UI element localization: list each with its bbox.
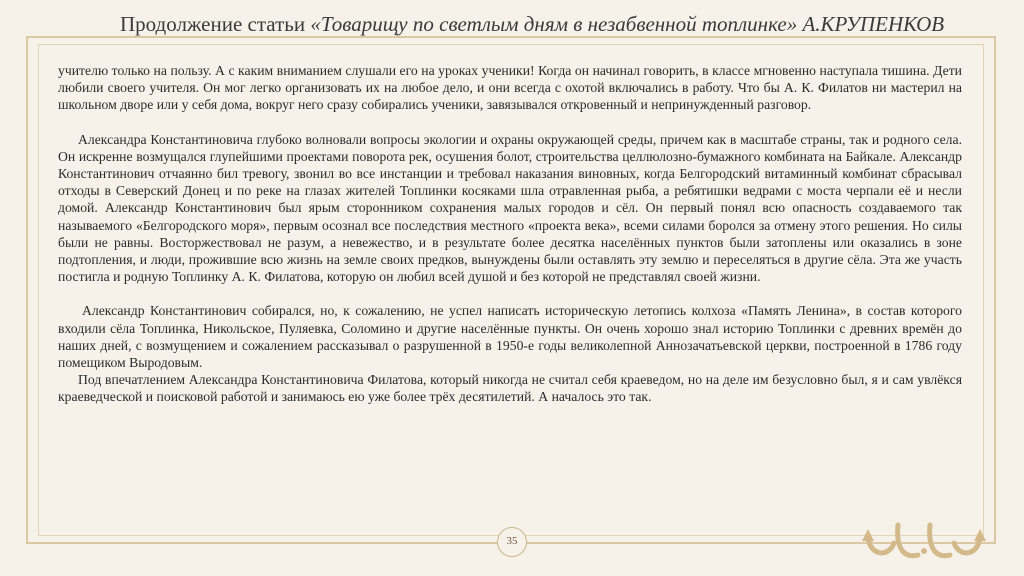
title-intro: Продолжение статьи	[120, 12, 306, 36]
decorative-scroll-arrows-icon	[862, 515, 986, 563]
page-number: 35	[506, 535, 518, 547]
title-article-name: «Товарищу по светлым дням в незабвенной топлинке»	[310, 12, 798, 36]
page-number-badge	[497, 527, 527, 557]
paragraph-3: Александр Константинович собирался, но, к сожалению, не успел написать историческую летопись колхоза «Память Ленина», в состав которого входили сёла Топлинка, Никольское, Пуляевка, Соломино и другие населённые пункты. Он очень хорошо знал историю Топлинки с древних времён до наших дней, с возмущением и сожалением рассказывал о разрушенной в 1950-е годы великолепной Аннозачатьевской церкви, построенной в 1786 году помещиком Выродовым.	[58, 303, 962, 371]
paragraph-1: учителю только на пользу. А с каким вниманием слушали его на уроках ученики! Когда он начинал говорить, в классе мгновенно наступала тишина. Дети любили своего учителя. Он мог легко организовать их на любое дело, и они всегда с охотой включались в работу. Что бы А. К. Филатов ни мастерил на школьном дворе или у себя дома, вокруг него сразу собирались ученики, завязывался откровенный и непринужденный разговор.	[58, 63, 962, 113]
page-title	[120, 12, 1000, 36]
article-body	[58, 62, 962, 502]
title-author: А.КРУПЕНКОВ	[802, 12, 945, 36]
paragraph-2: Александра Константиновича глубоко волновали вопросы экологии и охраны окружающей среды, причем как в масштабе страны, так и родного села. Он искренне возмущался глупейшими проектами поворота рек, осушения болот, строительства целлюлозно-бумажного комбината на Байкале. Александр Константинович отчаянно бил тревогу, звонил во все инстанции и требовал наказания виновных, когда Белгородский витаминный комбинат сбрасывал отходы в Северский Донец и по реке на глазах жителей Топлинки косяками шла отравленная рыба, а ребятишки ведрами с моста черпали её и несли домой. Александр Константинович был ярым сторонником сохранения малых городов и сёл. Он первый понял всю опасность создаваемого так называемого «Белгородского моря», первым осознал все последствия местного «проекта века», всеми силами боролся за отмену этого решения. Но силы были не равны. Восторжествовал не разум, а невежество, и в результате более десятка населённых пунктов были затоплены или оказались в зоне подтопления, и люди, прожившие всю жизнь на земле своих предков, вынуждены были оставлять эту землю и переселяться в другие сёла. Эта же участь постигла и родную Топлинку А. К. Филатова, которую он любил всей душой и без которой не представлял своей жизни.	[58, 131, 962, 285]
paragraph-4: Под впечатлением Александра Константиновича Филатова, который никогда не считал себя краеведом, но на деле им безусловно был, я и сам увлёкся краеведческой и поисковой работой и занимаюсь ею уже более трёх десятилетий. А началось это так.	[58, 372, 962, 405]
